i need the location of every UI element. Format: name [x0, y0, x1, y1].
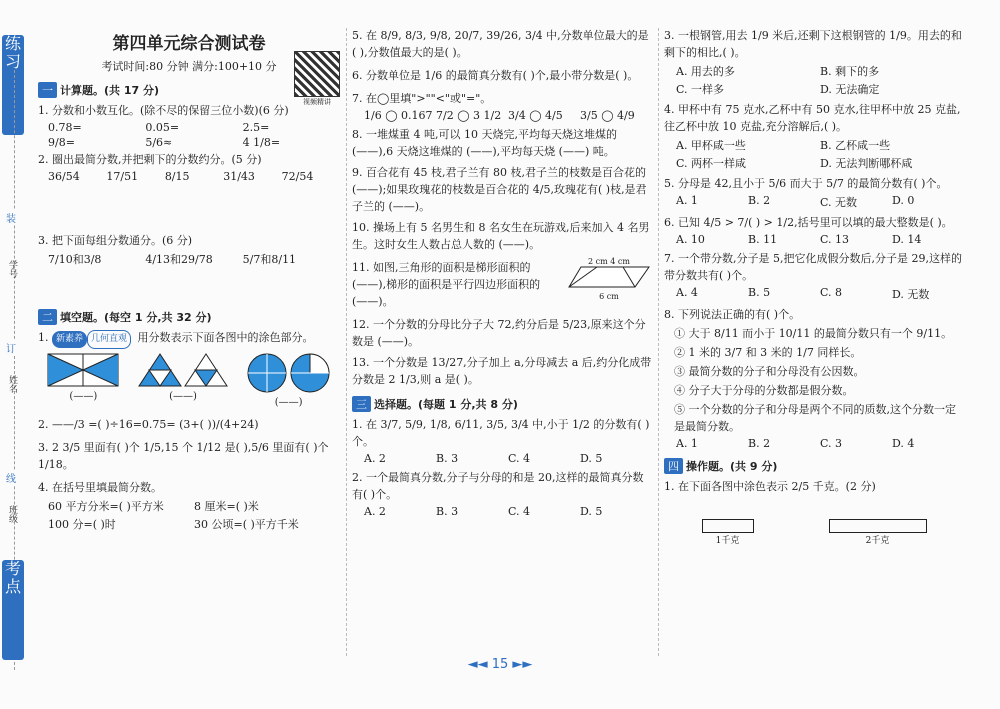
question-11 [352, 257, 652, 312]
column-3 [664, 25, 964, 655]
option-a[interactable]: A. 1 [676, 194, 698, 207]
box-2kg [829, 519, 927, 546]
question: 4. 甲杯中有 75 克水,乙杯中有 50 克水,往甲杯中放 25 克盐,往乙杯中放 10 克盐,充分溶解后,( )。 [664, 103, 961, 133]
fill-blank[interactable]: (——) [69, 391, 98, 402]
statement: ⑤ 一个分数的分子和分母是两个不同的质数,这个分数一定是最简分数。 [674, 403, 956, 433]
question: 3. 2 3/5 里面有( )个 1/5,15 个 1/12 是( ),5/6 里面有( )个 1/18。 [38, 441, 329, 471]
binding-seal-char: 订 [6, 340, 16, 355]
qr-code-icon[interactable] [294, 51, 340, 97]
section-2-header [38, 309, 340, 325]
section-title: 选择题。(每题 1 分,共 8 分) [374, 398, 518, 411]
option-b[interactable]: B. 2 [748, 437, 771, 450]
tag-new-literacy: 新素养 [52, 331, 87, 348]
fill-blank[interactable]: (——) [169, 391, 197, 402]
statement: ③ 最简分数的分子和分母没有公因数。 [674, 365, 865, 378]
item: 3/5 ◯ 4/9 [580, 109, 635, 122]
option-d[interactable]: D. 5 [580, 452, 603, 465]
qr-label: 视频精讲 [303, 98, 331, 106]
section-title: 填空题。(每空 1 分,共 32 分) [60, 311, 212, 324]
item: 7/2 ◯ 3 1/2 [436, 109, 502, 122]
answer-row [48, 136, 340, 149]
item: 0.78= [48, 121, 82, 134]
option-b[interactable]: B. 剩下的多 [820, 65, 880, 78]
options-row [364, 452, 652, 465]
option-c[interactable]: C. 一样多 [676, 83, 725, 96]
item: 5/6≈ [145, 136, 173, 149]
question: 5. 分母是 42,且小于 5/6 而大于 5/7 的最简分数有( )个。 [664, 177, 948, 190]
option-a[interactable]: A. 甲杯咸一些 [676, 139, 746, 152]
circles-diagram [247, 353, 331, 393]
option-b[interactable]: B. 3 [436, 505, 459, 518]
column-1 [38, 25, 340, 655]
page-number: ◄◄ 15 ►► [467, 657, 533, 672]
option-a[interactable]: A. 2 [364, 452, 386, 465]
item: 3/4 ◯ 4/5 [508, 109, 563, 122]
option-d[interactable]: D. 4 [892, 437, 915, 450]
question: 9. 百合花有 45 枝,君子兰有 80 枝,君子兰的枝数是百合花的 (——);如果玫瑰花的枝数是百合花的 4/5,玫瑰花有( )枝,是君子兰的 (——)。 [352, 166, 647, 213]
exam-info: 考试时间:80 分钟 满分:100+10 分 [101, 60, 277, 73]
question: 12. 一个分数的分母比分子大 72,约分后是 5/23,原来这个分数是 (——)。 [352, 318, 646, 348]
item: 7/10和3/8 [48, 253, 102, 266]
item: 2.5= [242, 121, 270, 134]
question: 8. 下列说法正确的有( )个。 [664, 308, 801, 321]
section-4-header [664, 458, 964, 474]
option-b[interactable]: B. 5 [748, 286, 771, 299]
column-2 [352, 25, 652, 655]
question: 2. 圈出最简分数,并把剩下的分数约分。(5 分) [38, 153, 262, 166]
box-label: 1千克 [715, 536, 740, 546]
item: 31/43 [223, 170, 255, 183]
options-row [676, 286, 964, 302]
options-row [364, 505, 652, 518]
option-a[interactable]: A. 1 [676, 437, 698, 450]
figure-circles [247, 353, 331, 408]
item: 8/15 [164, 170, 190, 183]
answer-row [48, 516, 340, 532]
option-d[interactable]: D. 无法确定 [820, 83, 880, 96]
binding-tab-bottom: 考 点 [2, 560, 24, 660]
item: 72/54 [281, 170, 314, 183]
option-a[interactable]: A. 10 [676, 233, 705, 246]
option-a[interactable]: A. 2 [364, 505, 386, 518]
option-c[interactable]: C. 13 [820, 233, 850, 246]
item: 100 分=( )时 [48, 518, 116, 531]
compare-row [364, 109, 652, 122]
statement: ④ 分子大于分母的分数都是假分数。 [674, 384, 854, 397]
question: 1. 在下面各图中涂色表示 2/5 千克。(2 分) [664, 480, 876, 493]
item: 5/7和8/11 [242, 253, 297, 266]
q11-figure-top: 2 cm 4 cm [588, 257, 630, 266]
question: 6. 已知 4/5 > 7/( ) > 1/2,括号里可以填的最大整数是( )。 [664, 216, 953, 229]
answer-row [48, 498, 340, 514]
section-title: 计算题。(共 17 分) [60, 84, 160, 97]
options-grid [676, 137, 964, 171]
option-c[interactable]: C. 4 [508, 452, 531, 465]
column-divider [346, 28, 347, 656]
statement: ② 1 米的 3/7 和 3 米的 1/7 同样长。 [674, 346, 862, 359]
binding-label-class: 班级 [7, 505, 17, 523]
option-d[interactable]: D. 无法判断哪杯咸 [820, 157, 913, 170]
figure-rectangle [47, 353, 119, 408]
option-b[interactable]: B. 乙杯咸一些 [820, 139, 891, 152]
item: 36/54 [48, 170, 80, 183]
question-number: 1. [38, 331, 49, 344]
question: 5. 在 8/9, 8/3, 9/8, 20/7, 39/26, 3/4 中,分数单位最大的是( ),分数值最大的是( )。 [352, 29, 649, 59]
option-d[interactable]: D. 14 [892, 233, 922, 246]
binding-strip [0, 30, 30, 670]
section-badge: 二 [38, 309, 57, 325]
options-row [676, 233, 964, 246]
binding-seal-char: 线 [6, 470, 16, 485]
figure-triangles [138, 353, 228, 408]
option-c[interactable]: C. 无数 [820, 196, 858, 209]
item: 4 1/8= [242, 136, 281, 149]
options-row [676, 437, 964, 450]
coloring-box[interactable] [702, 519, 754, 533]
question [38, 329, 340, 349]
question: 2. 一个最简真分数,分子与分母的和是 20,这样的最简真分数有( )个。 [352, 471, 644, 501]
question-text: 用分数表示下面各图中的涂色部分。 [137, 331, 314, 344]
question: 10. 操场上有 5 名男生和 8 名女生在玩游戏,后来加入 4 名男生。这时女生人数占总人数的 (——)。 [352, 221, 650, 251]
question: 1. 分数和小数互化。(除不尽的保留三位小数)(6 分) [38, 104, 289, 117]
question: 6. 分数单位是 1/6 的最简真分数有( )个,最小带分数是( )。 [352, 69, 639, 82]
statement: ① 大于 8/11 而小于 10/11 的最简分数只有一个 9/11。 [674, 327, 953, 340]
binding-seal-char: 装 [6, 210, 16, 225]
fill-blank[interactable]: (——) [274, 397, 303, 408]
option-c[interactable]: C. 4 [508, 505, 531, 518]
binding-label-number: 学号 [7, 260, 17, 278]
section-badge: 一 [38, 82, 57, 98]
option-d[interactable]: D. 无数 [892, 288, 930, 301]
item: 17/51 [106, 170, 139, 183]
parallelogram-diagram [567, 266, 651, 288]
question: 3. 把下面每组分数通分。(6 分) [38, 234, 193, 247]
binding-label-name: 姓名 [7, 375, 17, 393]
section-badge: 四 [664, 458, 683, 474]
option-b[interactable]: B. 3 [436, 452, 459, 465]
question: 11. 如图,三角形的面积是梯形面积的 (——),梯形的面积是平行四边形面积的 (——)。 [352, 261, 541, 308]
column-divider [658, 28, 659, 656]
answer-row [48, 121, 340, 134]
question: 8. 一堆煤重 4 吨,可以 10 天烧完,平均每天烧这堆煤的 (——),6 天烧这堆煤的 (——),平均每天烧 (——) 吨。 [352, 128, 617, 158]
q11-figure-bottom: 6 cm [599, 292, 619, 301]
weight-boxes [664, 519, 964, 546]
box-1kg [702, 519, 754, 546]
option-a[interactable]: A. 4 [676, 286, 698, 299]
figure-row [38, 353, 340, 408]
section-badge: 三 [352, 396, 371, 412]
question: 2. ——/3 =( )÷16=0.75= (3+( ))/(4+24) [38, 418, 259, 431]
option-c[interactable]: C. 两杯一样咸 [676, 157, 747, 170]
option-d[interactable]: D. 5 [580, 505, 603, 518]
section-3-header [352, 396, 652, 412]
question: 7. 在◯里填">""<"或"="。 [352, 92, 492, 105]
option-c[interactable]: C. 8 [820, 286, 843, 299]
question: 3. 一根钢管,用去 1/9 米后,还剩下这根钢管的 1/9。用去的和剩下的相比,( )。 [664, 29, 962, 59]
triangles-diagram [138, 353, 228, 387]
question: 1. 在 3/7, 5/9, 1/8, 6/11, 3/5, 3/4 中,小于 1/2 的分数有( )个。 [352, 418, 650, 448]
item: 4/13和29/78 [145, 253, 213, 266]
answer-row [48, 170, 340, 230]
coloring-box[interactable] [829, 519, 927, 533]
question: 7. 一个带分数,分子是 5,把它化成假分数后,分子是 29,这样的带分数共有( )个。 [664, 252, 962, 282]
options-row [676, 194, 964, 210]
item: 8 厘米=( )米 [194, 500, 259, 513]
options-grid [676, 63, 964, 97]
question: 4. 在括号里填最简分数。 [38, 481, 162, 494]
tag-geometry: 几何直观 [87, 330, 131, 349]
item: 0.05= [145, 121, 180, 134]
option-b[interactable]: B. 2 [748, 194, 771, 207]
option-b[interactable]: B. 11 [748, 233, 778, 246]
page-title: 第四单元综合测试卷 [112, 34, 266, 54]
box-label: 2千克 [865, 536, 890, 546]
option-c[interactable]: C. 3 [820, 437, 843, 450]
section-title: 操作题。(共 9 分) [686, 460, 778, 473]
option-d[interactable]: D. 0 [892, 194, 915, 207]
binding-tab-top: 练 习 [2, 35, 24, 135]
answer-row [48, 251, 340, 301]
item: 9/8= [48, 136, 75, 149]
item: 1/6 ◯ 0.167 [364, 109, 433, 122]
option-a[interactable]: A. 用去的多 [676, 65, 735, 78]
item: 60 平方分米=( )平方米 [48, 500, 164, 513]
question: 13. 一个分数是 13/27,分子加上 a,分母减去 a 后,约分化成带分数是 2 1/3,则 a 是( )。 [352, 356, 652, 386]
item: 30 公顷=( )平方千米 [194, 518, 299, 531]
q11-figure [566, 257, 652, 301]
rectangle-diagram [47, 353, 119, 387]
